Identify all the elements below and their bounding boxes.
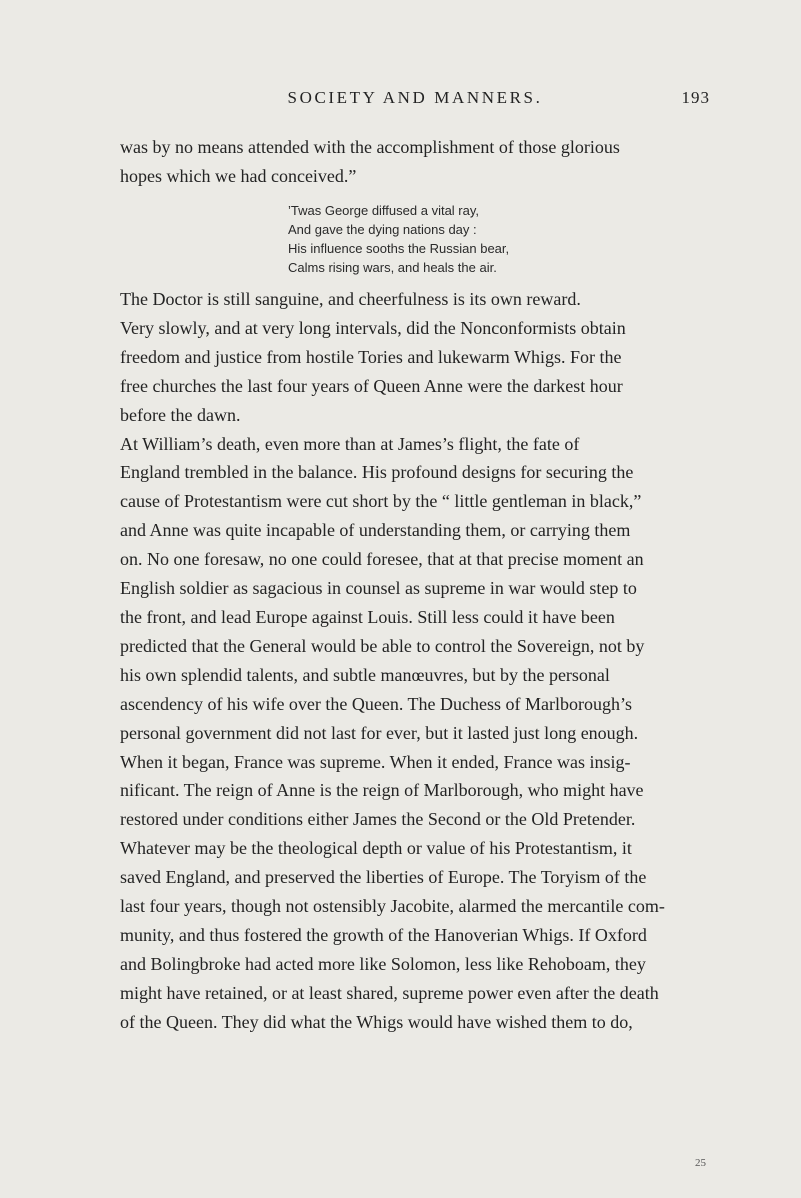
opening-paragraph: was by no means attended with the accomplishment of those glorious hopes which we had conceived.” (120, 137, 620, 186)
verse-line: His influence sooths the Russian bear, (288, 241, 510, 256)
verse-line: ’Twas George diffused a vital ray, (288, 203, 480, 218)
signature-mark: 25 (695, 1157, 706, 1169)
paragraph: At William’s death, even more than at James’s flight, the fate of England trembled in the balance. His profound designs for securing the cause of Protestantism were cut short by the “ little gentleman in black,” and Anne was quite incapable of understanding them, or carrying them on. No one foresaw, no one could foresee, that at that precise moment an English soldier as sagacious in counsel as supreme in war would step to the front, and lead Europe against Louis. Still less could it have been predicted that the General would be able to control the Sovereign, not by his own splendid talents, and subtle manœuvres, but by the personal ascendency of his wife over the Queen. The Duchess of Marlborough’s personal government did not last for ever, but it lasted just long enough. When it began, France was supreme. When it ended, France was insig- nificant. The reign of Anne is the reign of Marlborough, who might have restored under conditions either James the Second or the Old Pretender. Whatever may be the theological depth or value of his Protestantism, it saved England, and preserved the liberties of Europe. The Toryism of the last four years, though not ostensibly Jacobite, alarmed the mercantile com- munity, and thus fostered the growth of the Hanoverian Whigs. If Oxford and Bolingbroke had acted more like Solomon, less like Rehoboam, they might have retained, or at least shared, supreme power even after the death of the Queen. They did what the Whigs would have wished them to do, (120, 433, 665, 1032)
running-head (120, 86, 710, 110)
paragraph: The Doctor is still sanguine, and cheerfulness is its own reward. Very slowly, and at very long intervals, did the Nonconformists obtain freedom and justice from hostile Tories and lukewarm Whigs. For the free churches the last four years of Queen Anne were the darkest hour before the dawn. (120, 289, 626, 425)
page-number: 193 (681, 88, 710, 107)
verse-line: And gave the dying nations day : (288, 222, 477, 237)
verse-quotation (288, 201, 712, 277)
body-text (120, 133, 712, 1037)
verse-line: Calms rising wars, and heals the air. (288, 260, 497, 275)
running-title: SOCIETY AND MANNERS. (287, 88, 543, 107)
